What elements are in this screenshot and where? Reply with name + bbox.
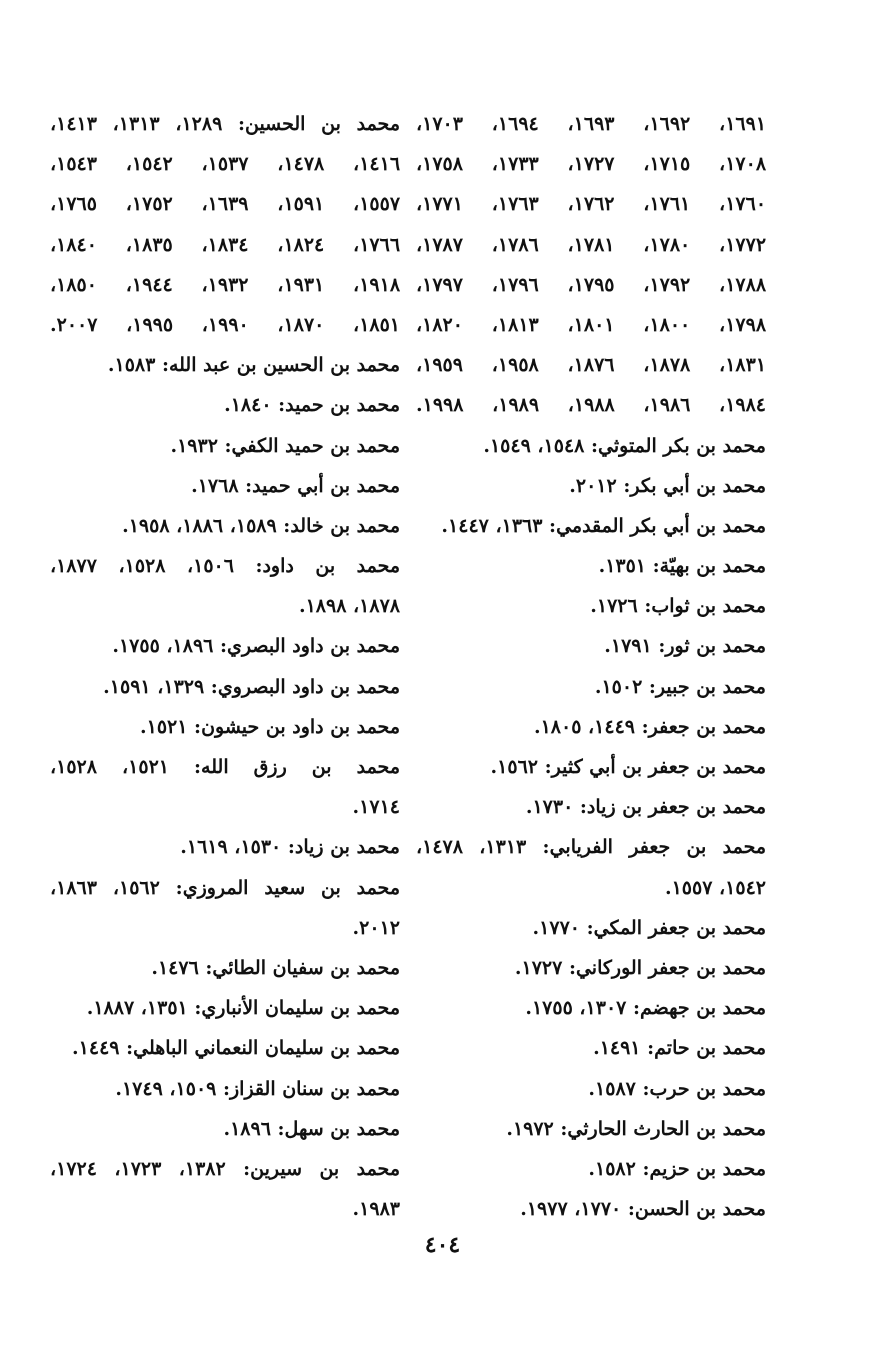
index-line: محمد بن الحسين بن عبد الله: ١٥٨٣. — [107, 354, 400, 377]
index-line: محمد بن سنان القزاز: ١٥٠٩، ١٧٤٩. — [115, 1077, 400, 1100]
index-line: ١٧٩٨، ١٨٠٠، ١٨٠١، ١٨١٣، ١٨٢٠، — [416, 313, 766, 336]
index-line: محمد بن داود: ١٥٠٦، ١٥٢٨، ١٨٧٧، — [50, 555, 400, 578]
index-line: محمد بن جعفر المكي: ١٧٧٠. — [532, 916, 766, 939]
index-line: ١٩١٨، ١٩٣١، ١٩٣٢، ١٩٤٤، ١٨٥٠، — [50, 273, 400, 296]
index-line: ٢٠١٢. — [352, 916, 400, 939]
index-line: محمد بن حرب: ١٥٨٧. — [588, 1077, 766, 1100]
index-line: محمد بن جعفر الوركاني: ١٧٢٧. — [514, 956, 766, 979]
index-line: محمد بن الحسن: ١٧٧٠، ١٩٧٧. — [520, 1198, 766, 1221]
index-line: ١٧٦٦، ١٨٢٤، ١٨٣٤، ١٨٣٥، ١٨٤٠، — [50, 233, 400, 256]
index-line: محمد بن جعفر: ١٤٤٩، ١٨٠٥. — [533, 715, 766, 738]
index-column-left — [50, 104, 400, 1229]
index-line: محمد بن جهضم: ١٣٠٧، ١٧٥٥. — [525, 997, 766, 1020]
index-line: ١٦٩١، ١٦٩٢، ١٦٩٣، ١٦٩٤، ١٧٠٣، — [416, 113, 766, 135]
index-line: ١٩٨٣. — [352, 1198, 400, 1221]
index-line: ١٨٥١، ١٨٧٠، ١٩٩٠، ١٩٩٥، ٢٠٠٧. — [50, 313, 400, 336]
index-line: ١٧٠٨، ١٧١٥، ١٧٢٧، ١٧٣٣، ١٧٥٨، — [416, 153, 766, 176]
index-line: ١٥٤٢، ١٥٥٧. — [664, 876, 766, 899]
index-line: محمد بن سهل: ١٨٩٦. — [223, 1117, 400, 1140]
index-line: محمد بن ثواب: ١٧٢٦. — [590, 595, 766, 618]
index-line: محمد بن جعفر الفريابي: ١٣١٣، ١٤٧٨، — [416, 836, 766, 859]
index-line: محمد بن حميد الكفي: ١٩٣٢. — [170, 434, 400, 457]
index-line: ١٨٧٨، ١٨٩٨. — [298, 595, 400, 618]
index-line: محمد بن خالد: ١٥٨٩، ١٨٨٦، ١٩٥٨. — [122, 514, 400, 537]
index-line: محمد بن سفيان الطائي: ١٤٧٦. — [151, 956, 400, 979]
index-line: محمد بن حاتم: ١٤٩١. — [593, 1037, 766, 1060]
index-line: محمد بن ثور: ١٧٩١. — [604, 635, 766, 658]
index-line: محمد بن أبي حميد: ١٧٦٨. — [191, 474, 400, 497]
index-line: ١٤١٦، ١٤٧٨، ١٥٣٧، ١٥٤٢، ١٥٤٣، — [50, 153, 400, 176]
index-line: ١٧٦٠، ١٧٦١، ١٧٦٢، ١٧٦٣، ١٧٧١، — [416, 193, 766, 216]
index-line: ١٩٨٤، ١٩٨٦، ١٩٨٨، ١٩٨٩، ١٩٩٨. — [416, 394, 766, 417]
index-line: محمد بن أبي بكر: ٢٠١٢. — [569, 474, 766, 497]
index-line: محمد بن سعيد المروزي: ١٥٦٢، ١٨٦٣، — [50, 876, 400, 899]
index-line: محمد بن حميد: ١٨٤٠. — [224, 394, 400, 417]
index-line: محمد بن أبي بكر المقدمي: ١٣٦٣، ١٤٤٧. — [441, 514, 766, 537]
page-number: ٤٠٤ — [424, 1232, 461, 1258]
index-line: محمد بن سيرين: ١٣٨٢، ١٧٢٣، ١٧٢٤، — [50, 1157, 400, 1180]
index-line: محمد بن جعفر بن أبي كثير: ١٥٦٢. — [490, 756, 766, 778]
index-line: محمد بن جبير: ١٥٠٢. — [594, 675, 766, 698]
index-line: ١٥٥٧، ١٥٩١، ١٦٣٩، ١٧٥٢، ١٧٦٥، — [50, 193, 400, 216]
index-line: محمد بن داود البصري: ١٨٩٦، ١٧٥٥. — [112, 635, 400, 658]
index-line: محمد بن بكر المتوثي: ١٥٤٨، ١٥٤٩. — [483, 434, 766, 457]
index-line: محمد بن رزق الله: ١٥٢١، ١٥٢٨، — [50, 756, 400, 778]
index-line: ١٧١٤. — [352, 796, 400, 819]
index-column-right — [416, 104, 766, 1229]
index-line: ١٧٨٨، ١٧٩٢، ١٧٩٥، ١٧٩٦، ١٧٩٧، — [416, 273, 766, 296]
index-line: محمد بن داود بن حيشون: ١٥٢١. — [139, 715, 400, 738]
index-line: محمد بن بهيّة: ١٣٥١. — [598, 555, 766, 578]
index-line: محمد بن سليمان الأنباري: ١٣٥١، ١٨٨٧. — [86, 997, 400, 1020]
index-line: محمد بن سليمان النعماني الباهلي: ١٤٤٩. — [72, 1037, 400, 1060]
index-line: محمد بن جعفر بن زياد: ١٧٣٠. — [525, 796, 766, 819]
index-line: محمد بن الحارث الحارثي: ١٩٧٢. — [506, 1117, 766, 1140]
index-line: محمد بن داود البصروي: ١٣٢٩، ١٥٩١. — [103, 675, 400, 698]
index-line: ١٧٧٢، ١٧٨٠، ١٧٨١، ١٧٨٦، ١٧٨٧، — [416, 233, 766, 256]
index-line: محمد بن الحسين: ١٢٨٩، ١٣١٣، ١٤١٣، — [50, 113, 400, 135]
index-line: محمد بن زياد: ١٥٣٠، ١٦١٩. — [180, 836, 400, 859]
index-line: محمد بن حزيم: ١٥٨٢. — [588, 1157, 766, 1180]
index-line: ١٨٣١، ١٨٧٨، ١٨٧٦، ١٩٥٨، ١٩٥٩، — [416, 354, 766, 377]
